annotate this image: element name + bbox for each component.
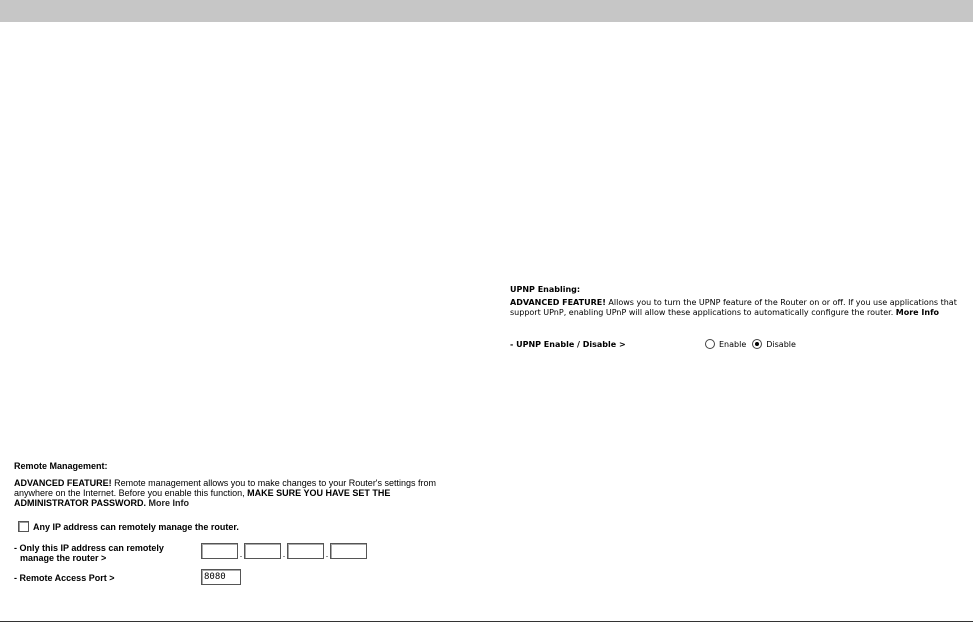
any-ip-label: Any IP address can remotely manage the router. xyxy=(33,521,239,532)
any-ip-row xyxy=(18,521,239,532)
upnp-toggle-row xyxy=(510,339,965,351)
only-ip-label-line2: manage the router > xyxy=(20,553,107,563)
ip-dot-separator: . xyxy=(325,549,329,559)
upnp-disable-label: Disable xyxy=(766,339,796,349)
upnp-section xyxy=(510,285,965,318)
bottom-divider xyxy=(0,621,973,622)
ip-dot-separator: . xyxy=(239,549,243,559)
ip-octet-1-input[interactable] xyxy=(201,543,238,559)
remote-management-section xyxy=(14,461,464,508)
ip-dot-separator: . xyxy=(282,549,286,559)
password-warning: MAKE SURE YOU HAVE SET THE ADMINISTRATOR PASSWORD. xyxy=(14,488,391,508)
remote-access-port-input[interactable]: 8080 xyxy=(201,569,241,585)
upnp-radio-group xyxy=(705,339,802,349)
top-header-bar xyxy=(0,0,973,22)
any-ip-checkbox[interactable] xyxy=(18,521,29,532)
ip-address-fields xyxy=(201,543,367,559)
ip-octet-4-input[interactable] xyxy=(330,543,367,559)
upnp-desc-text: Allows you to turn the UPNP feature of the Router on or off. If you use applications that support UPnP, enabling UPnP will allow these applications to automatically configure the router. xyxy=(510,298,957,317)
remote-management-more-info-link[interactable]: More Info xyxy=(148,498,190,508)
only-ip-label-line1: - Only this IP address can remotely xyxy=(14,543,164,553)
remote-access-port-label: - Remote Access Port > xyxy=(14,573,115,583)
upnp-more-info-link[interactable]: More Info xyxy=(895,308,940,317)
remote-management-desc-text: Remote management allows you to make changes to your Router's settings from anywhere on the Internet. Before you enable this function, xyxy=(14,478,437,498)
upnp-description xyxy=(510,298,965,318)
upnp-disable-radio[interactable] xyxy=(752,339,762,349)
upnp-enable-label: Enable xyxy=(719,339,747,349)
upnp-enable-radio[interactable] xyxy=(705,339,715,349)
advanced-feature-label: ADVANCED FEATURE! xyxy=(14,478,112,488)
ip-octet-3-input[interactable] xyxy=(287,543,324,559)
only-ip-label xyxy=(14,543,194,563)
remote-management-description xyxy=(14,478,464,508)
remote-management-title: Remote Management: xyxy=(14,461,108,471)
upnp-toggle-label: - UPNP Enable / Disable > xyxy=(510,340,626,349)
ip-octet-2-input[interactable] xyxy=(244,543,281,559)
advanced-feature-label: ADVANCED FEATURE! xyxy=(510,298,606,307)
upnp-title: UPNP Enabling: xyxy=(510,285,581,294)
